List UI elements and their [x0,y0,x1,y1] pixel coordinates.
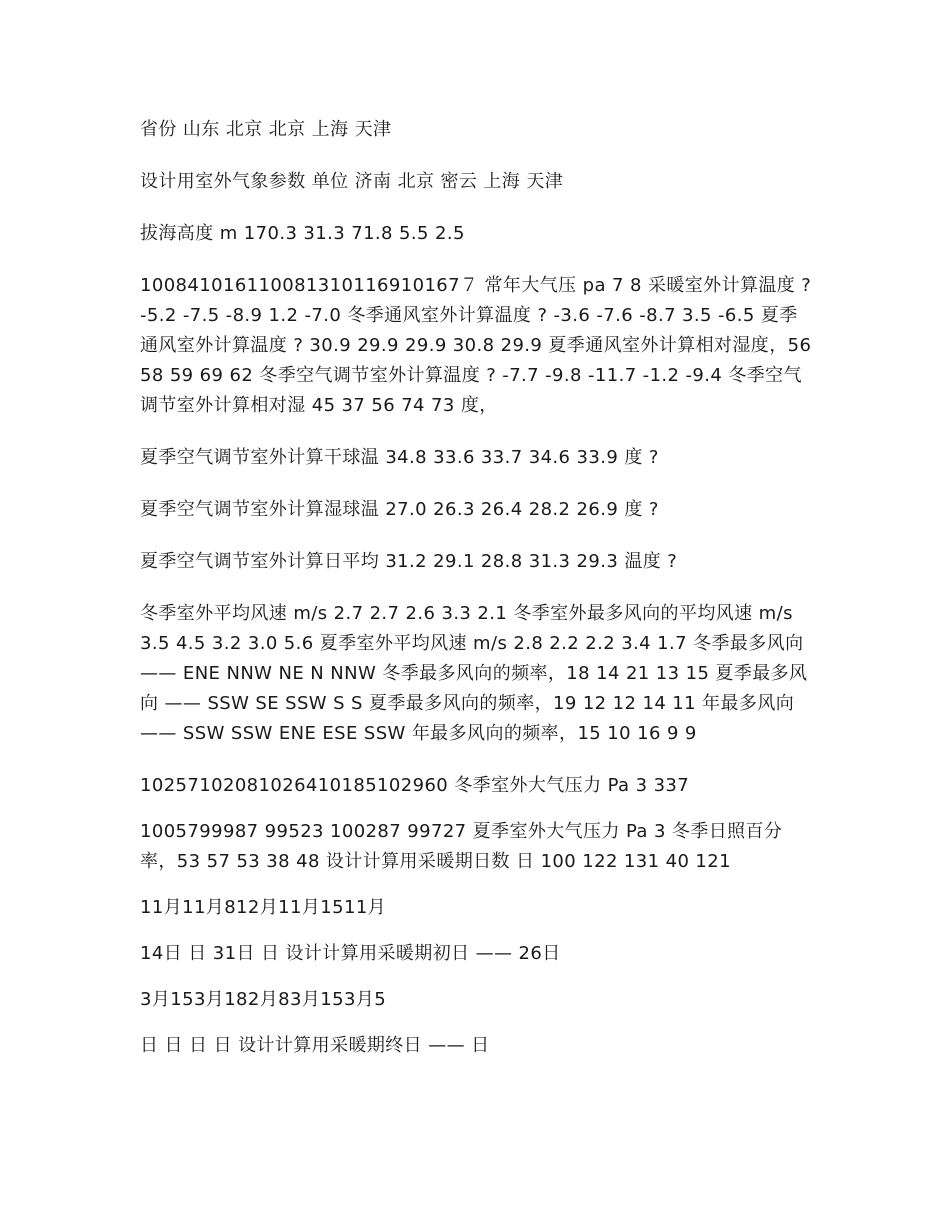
paragraph-heating-end: 日 日 日 日 设计计算用采暖期终日 —— 日 [140,1035,490,1056]
paragraph-heating-start: 14日 日 31日 日 设计计算用采暖期初日 —— 26日 [140,943,561,964]
paragraph-winter-pressure: 10257102081026410185102960 冬季室外大气压力 Pa 3 337 [140,775,690,796]
paragraph-daily-average: 夏季空气调节室外计算日平均 31.2 29.1 28.8 31.3 29.3 温度 ? [140,551,678,572]
paragraph-months-2: 3月153月182月83月153月5 [140,989,387,1010]
document-page [140,115,812,1077]
paragraph-wind: 冬季室外平均风速 m/s 2.7 2.7 2.6 3.3 2.1 冬季室外最多风向的平均风速 m/s 3.5 4.5 3.2 3.0 5.6 夏季室外平均风速 m/s 2.8 2.2 2.2 3.4 1.7 冬季最多风向 —— ENE NNW NE N NNW 冬季最多风向的频率，18 14 21 13 15 夏季最多风向 —— SSW SE SSW S S 夏季最多风向的频率，19 12 12 14 11 年最多风向 —— SSW SSW ENE ESE SSW 年最多风向的频率，15 10 16 9 9 [140,603,808,744]
paragraph-altitude: 拔海高度 m 170.3 31.3 71.8 5.5 2.5 [140,223,465,244]
paragraph-wet-bulb: 夏季空气调节室外计算湿球温 27.0 26.3 26.4 28.2 26.9 度 ? [140,499,659,520]
paragraph-station-header: 设计用室外气象参数 单位 济南 北京 密云 上海 天津 [140,171,564,192]
paragraph-pressure-temperatures: 100841016110081310116910167７ 常年大气压 pa 7 8 采暖室外计算温度 ? -5.2 -7.5 -8.9 1.2 -7.0 冬季通风室外计算温度 ? -3.6 -7.6 -8.7 3.5 -6.5 夏季通风室外计算温度 ? 30.9 29.9 29.9 30.8 29.9 夏季通风室外计算相对湿度，56 58 59 69 62 冬季空气调节室外计算温度 ? -7.7 -9.8 -11.7 -1.2 -9.4 冬季空气调节室外计算相对湿 45 37 56 74 73 度， [140,275,812,416]
paragraph-months-1: 11月11月812月11月1511月 [140,897,387,918]
paragraph-dry-bulb: 夏季空气调节室外计算干球温 34.8 33.6 33.7 34.6 33.9 度 ? [140,447,659,468]
paragraph-province-header: 省份 山东 北京 北京 上海 天津 [140,119,392,140]
paragraph-summer-pressure: 1005799987 99523 100287 99727 夏季室外大气压力 Pa 3 冬季日照百分率，53 57 53 38 48 设计计算用采暖期日数 日 100 122 131 40 121 [140,821,783,872]
